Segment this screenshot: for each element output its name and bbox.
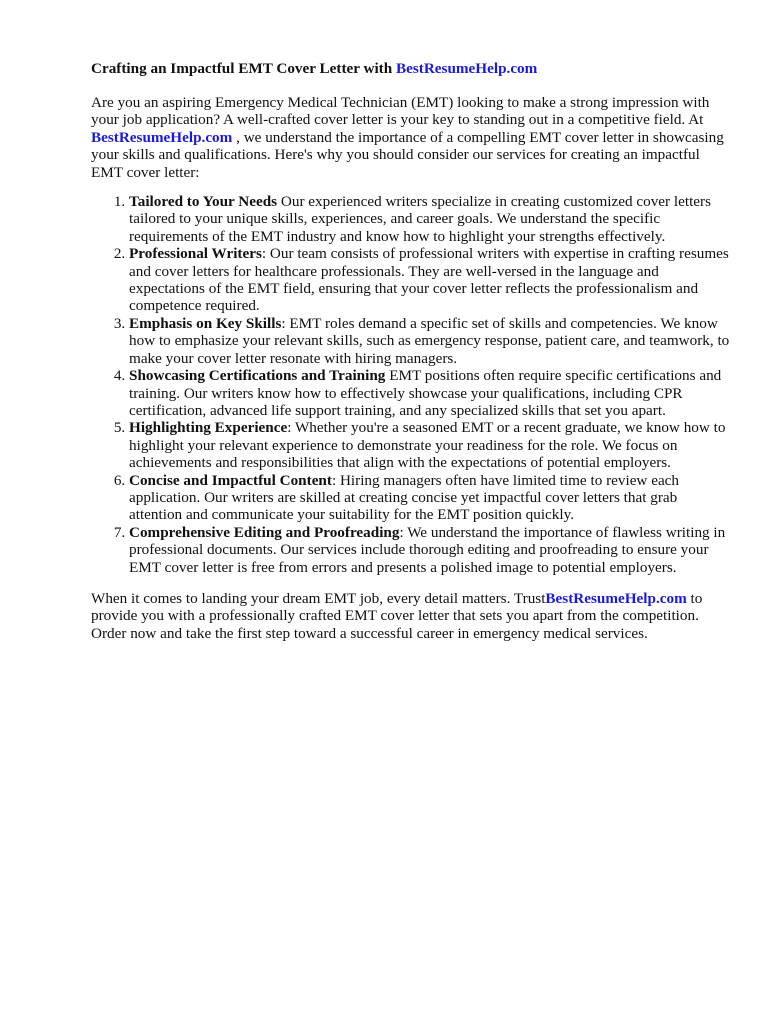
document-title (91, 59, 731, 79)
list-item (129, 524, 731, 576)
intro-text-before: Are you an aspiring Emergency Medical Technician (EMT) looking to make a strong impression with your job application? A well-crafted cover letter is your key to standing out in a competitive field. At (91, 94, 710, 129)
list-item (129, 367, 731, 419)
closing-text-before: When it comes to landing your dream EMT job, every detail matters. Trust (91, 589, 546, 607)
list-item (129, 245, 731, 315)
features-list (91, 193, 731, 576)
intro-link[interactable]: BestResumeHelp.com (91, 128, 233, 146)
title-link[interactable]: BestResumeHelp.com (396, 60, 538, 77)
list-item-text: : Whether you're a seasoned EMT or a recent graduate, we know how to highlight your relevant experience to demonstrate your readiness for the role. We focus on achievements and responsibilities that align with the expectations of potential employers. (129, 419, 726, 472)
list-item-text: : Hiring managers often have limited time to review each application. Our writers are skilled at creating concise yet impactful cover letters that grab attention and communicate your suitability for the EMT position quickly. (129, 471, 680, 524)
list-item-text: : EMT roles demand a specific set of skills and competencies. We know how to emphasize your relevant skills, such as emergency response, patient care, and teamwork, to make your cover letter resonate with hiring managers. (129, 314, 730, 367)
document-page (91, 59, 731, 642)
list-item-text: EMT positions often require specific certifications and training. Our writers know how to effectively showcase your qualifications, including CPR certification, advanced life support training, and any specialized skills that set you apart. (129, 367, 722, 419)
closing-paragraph (91, 590, 731, 642)
closing-text-after: to provide you with a professionally crafted EMT cover letter that sets you apart from the competition. Order now and take the first step toward a successful career in emergency medical services. (91, 589, 703, 642)
list-item (129, 472, 731, 524)
list-item-text: Our experienced writers specialize in creating customized cover letters tailored to your unique skills, experiences, and career goals. We understand the specific requirements of the EMT industry and know how to highlight your strengths effectively. (129, 193, 712, 245)
list-item-title: Concise and Impactful Content (129, 471, 332, 489)
list-item-title: Showcasing Certifications and Training (129, 367, 386, 385)
title-text: Crafting an Impactful EMT Cover Letter with (91, 60, 393, 77)
list-item-text: : We understand the importance of flawless writing in professional documents. Our services include thorough editing and proofreading to ensure your EMT cover letter is free from errors and presents a polished image to potential employers. (129, 523, 726, 576)
closing-link[interactable]: BestResumeHelp.com (545, 589, 687, 607)
list-item-title: Highlighting Experience (129, 419, 288, 437)
list-item-title: Professional Writers (129, 245, 262, 263)
list-item (129, 315, 731, 367)
list-item (129, 419, 731, 471)
intro-paragraph (91, 94, 731, 181)
list-item (129, 193, 731, 245)
list-item-title: Emphasis on Key Skills (129, 314, 282, 332)
intro-text-after: , we understand the importance of a compelling EMT cover letter in showcasing your skills and qualifications. Here's why you should consider our services for creating an impactful EMT cover letter: (91, 128, 724, 181)
list-item-text: : Our team consists of professional writers with expertise in crafting resumes and cover letters for healthcare professionals. They are well-versed in the language and expectations of the EMT field, ensuring that your cover letter reflects the professionalism and competence required. (129, 245, 729, 315)
list-item-title: Tailored to Your Needs (129, 193, 278, 211)
list-item-title: Comprehensive Editing and Proofreading (129, 523, 400, 541)
